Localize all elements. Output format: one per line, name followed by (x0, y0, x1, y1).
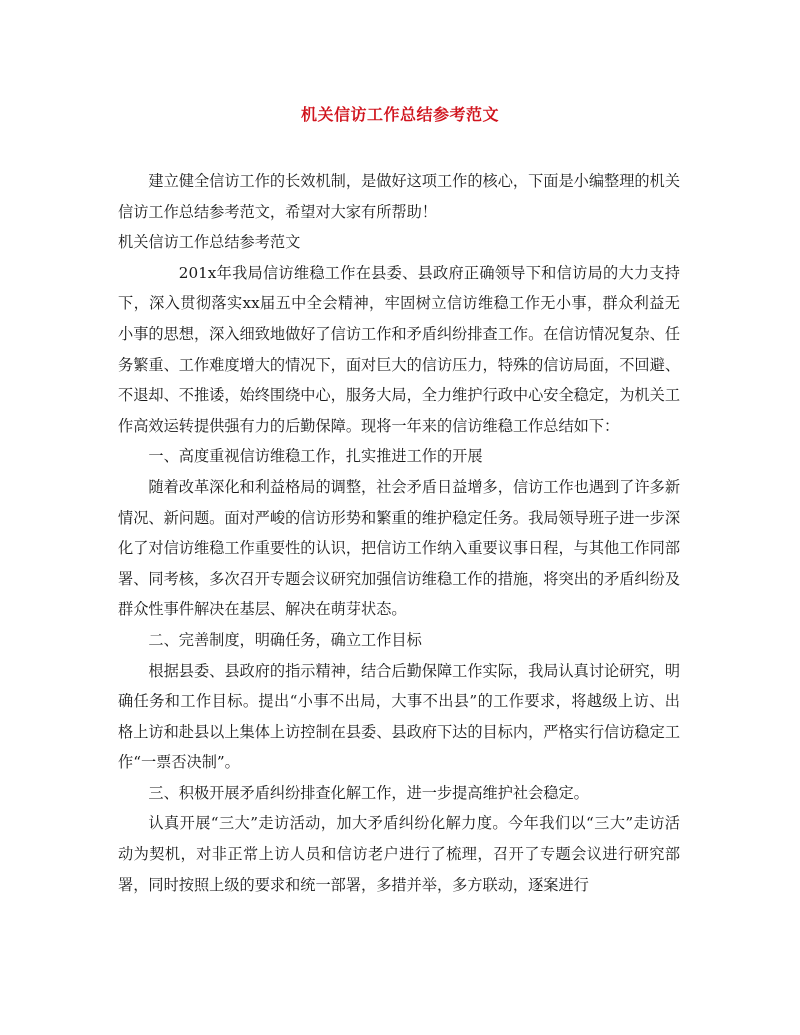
section-paragraph-2: 根据县委、县政府的指示精神，结合后勤保障工作实际，我局认真讨论研究，明确任务和工作目标。提出“小事不出局，大事不出县”的工作要求，将越级上访、出格上访和赴县以上集体上访控制在县委、县政府下达的目标内，严格实行信访稳定工作“一票否决制”。 (118, 661, 680, 772)
section-heading-3: 三、积极开展矛盾纠纷排查化解工作，进一步提高维护社会稳定。 (148, 783, 589, 802)
document-body (118, 166, 680, 900)
section-heading-1: 一、高度重视信访维稳工作，扎实推进工作的开展 (148, 447, 483, 466)
subtitle-line: 机关信访工作总结参考范文 (118, 233, 301, 252)
document-title: 机关信访工作总结参考范文 (300, 105, 499, 124)
section-paragraph-1: 随着改革深化和利益格局的调整，社会矛盾日益增多，信访工作也遇到了许多新情况、新问题。面对严峻的信访形势和繁重的维护稳定任务。我局领导班子进一步深化了对信访维稳工作重要性的认识，把信访工作纳入重要议事日程，与其他工作同部署、同考核，多次召开专题会议研究加强信访维稳工作的措施，将突出的矛盾纠纷及群众性事件解决在基层、解决在萌芽状态。 (118, 477, 680, 619)
section-paragraph-3: 认真开展“三大”走访活动，加大矛盾纠纷化解力度。今年我们以“三大”走访活动为契机，对非正常上访人员和信访老户进行了梳理，召开了专题会议进行研究部署，同时按照上级的要求和统一部署，多措并举，多方联动，逐案进行 (118, 814, 680, 894)
intro-paragraph: 建立健全信访工作的长效机制，是做好这项工作的核心，下面是小编整理的机关信访工作总结参考范文，希望对大家有所帮助！ (118, 172, 680, 221)
summary-paragraph: 201x年我局信访维稳工作在县委、县政府正确领导下和信访局的大力支持下，深入贯彻落实xx届五中全会精神，牢固树立信访维稳工作无小事，群众利益无小事的思想，深入细致地做好了信访工作和矛盾纠纷排查工作。在信访情况复杂、任务繁重、工作难度增大的情况下，面对巨大的信访压力，特殊的信访局面，不回避、不退却、不推诿，始终围绕中心，服务大局，全力维护行政中心安全稳定，为机关工作高效运转提供强有力的后勤保障。现将一年来的信访维稳工作总结如下： (118, 263, 680, 435)
section-heading-2: 二、完善制度，明确任务，确立工作目标 (148, 630, 422, 649)
